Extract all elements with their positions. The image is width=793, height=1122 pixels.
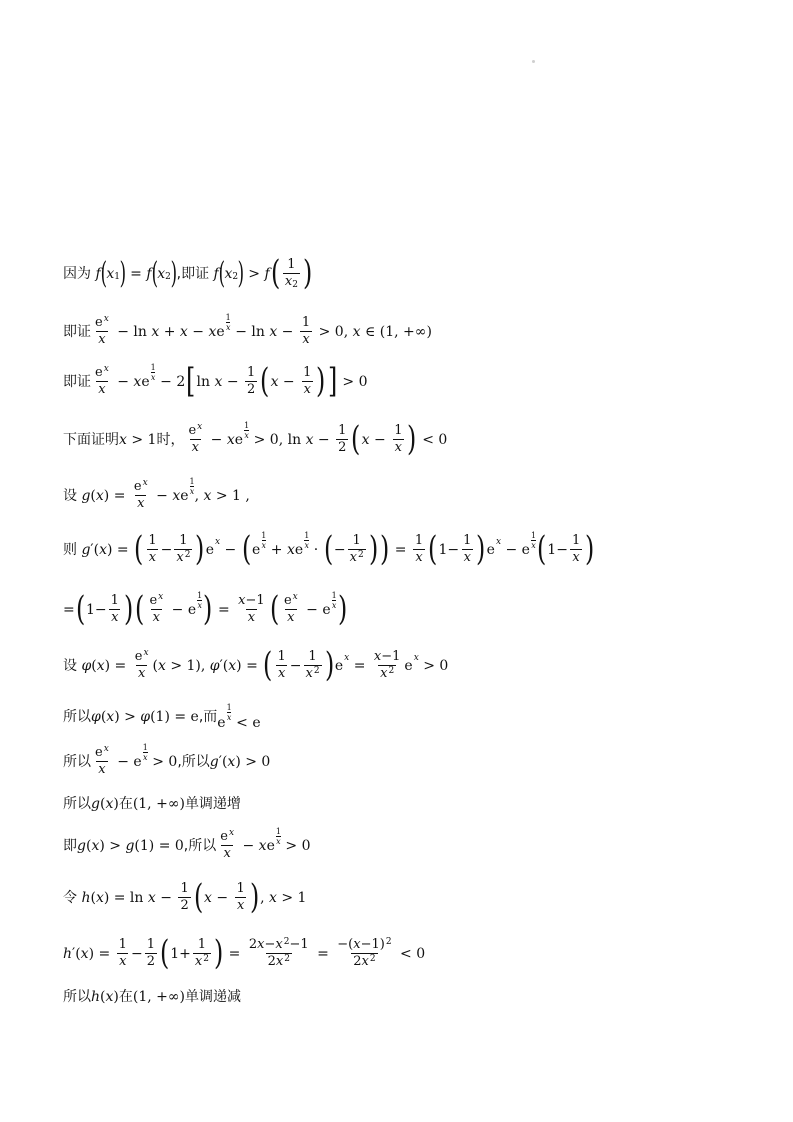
line-10: 所以 $\frac{e^x}{x}$ − e 1 x > 0 ,所以 g ′( x ) > 0 [63,742,271,778]
line-13: 令 h ( x ) = ln x − $\frac{1}{2}$ ( x − $\frac{1}{x}$ ) , x > 1 [63,877,307,918]
line-9: 所以 φ ( x ) > φ (1) = e ,而 e 1 x < e [63,703,261,731]
line-2: 即证 $\frac{e^x}{x}$ − ln x + x − x e 1 x − ln x − $\frac{1}{x}$ > 0, x ∈ (1, +∞) [63,312,432,348]
line-15: 所以 h ( x ) 在 (1, +∞) 单调递减 [63,989,241,1005]
line-5: 设 g ( x ) = $\frac{e^x}{x}$ − x e 1 x , x > 1 , [63,476,250,512]
line-3: 即证 $\frac{e^x}{x}$ − x e 1 x − 2 [ ln x − $\frac{1}{2}$ ( x − $\frac{1}{x}$ ) ] > 0 [63,361,368,402]
line-14: h ′( x ) = $\frac{1}{x}$ − $\frac{1}{2}$ ( 1+ $\frac{1}{x^2}$ ) = $\frac{2x-x^2-1}{2x^2}$ = $\frac{-(x-1)^2}{2x^2}$ < 0 [63,933,426,974]
line-8: 设 φ ( x ) = $\frac{e^x}{x}$ ( x > 1), φ ′( x ) = ( $\frac{1}{x}$ − $\frac{1}{x^2}$ ) e x = $\frac{x-1}{x^2}$ e x > 0 [63,645,449,686]
line-1: 因为 f ( x 1 ) = f ( x 2 ) ,即证 f ( x 2 ) > f ( $\frac{1}{x2}$ ) [63,253,313,294]
line-12: 即 g ( x ) > g (1) = 0 ,所以 $\frac{e^x}{x}$ − x e 1 x > 0 [63,826,311,862]
line-11: 所以 g ( x ) 在 (1, +∞) 单调递增 [63,796,241,812]
stray-dot [532,60,535,63]
line-4: 下面证明 x > 1 时， $\frac{e^x}{x}$ − x e 1 x > 0, ln x − $\frac{1}{2}$ ( x − $\frac{1}{x}$ ) < 0 [63,419,448,460]
line-6: 则 g ′( x ) = ( $\frac{1}{x}$ − $\frac{1}{x^2}$ ) e x − ( e 1 x + x e 1 x · ( − $\frac{1}{x^2}$ ) ) = $\frac{1}{x}$ ( 1− $\frac{1}{x}$ ) e x − e 1 x ( 1− $\frac{1}{x}$ ) [63,529,595,570]
line-7: = ( 1− $\frac{1}{x}$ ) ( $\frac{e^x}{x}$ − e 1 x ) = $\frac{x-1}{x}$ ( $\frac{e^x}{x}$ − e 1 x ) [63,589,348,630]
